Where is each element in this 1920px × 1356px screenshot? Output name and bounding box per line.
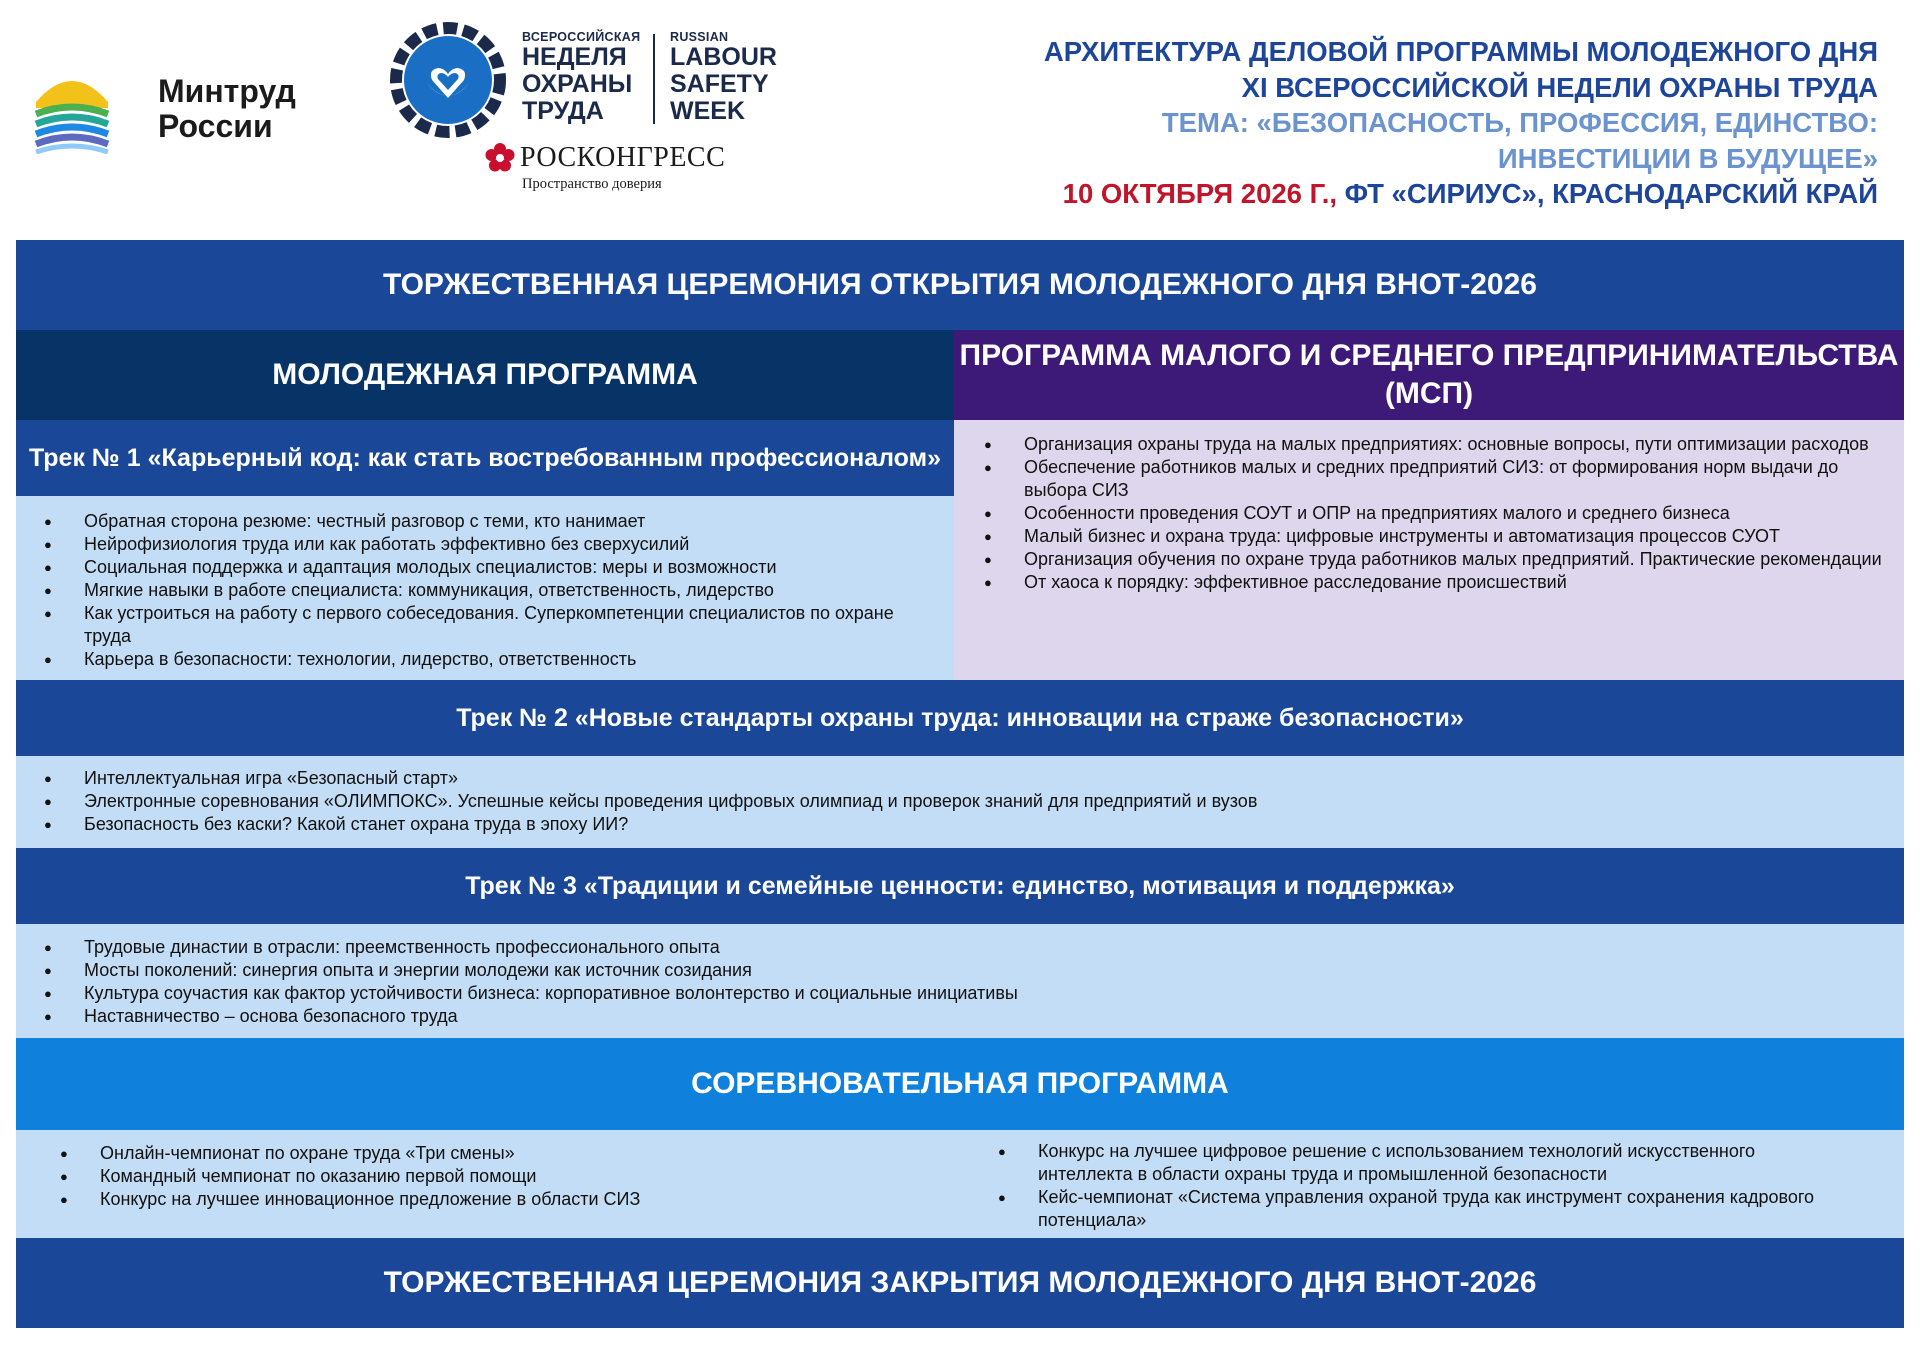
event-venue: ФТ «СИРИУС», КРАСНОДАРСКИЙ КРАЙ — [1337, 178, 1878, 209]
msp-list — [954, 420, 1904, 680]
list-item: ● Кейс-чемпионат «Система управления охраной труда как инструмент сохранения кадрового потенциала» — [970, 1186, 1840, 1232]
closing-ceremony-banner: ТОРЖЕСТВЕННАЯ ЦЕРЕМОНИЯ ЗАКРЫТИЯ МОЛОДЕЖНОГО ДНЯ ВНОТ-2026 — [16, 1238, 1904, 1328]
title-line2: XI ВСЕРОССИЙСКОЙ НЕДЕЛИ ОХРАНЫ ТРУДА — [1241, 71, 1878, 103]
list-item: ● Наставничество – основа безопасного труда — [16, 1005, 1904, 1028]
list-item: ● Обратная сторона резюме: честный разговор с теми, кто нанимает — [16, 510, 896, 533]
competition-list — [16, 1130, 1904, 1238]
list-item: ● Трудовые династии в отрасли: преемственность профессионального опыта — [16, 936, 1904, 959]
vnot-ru-line1: НЕДЕЛЯ — [522, 43, 627, 71]
roscongress-flower-icon — [484, 142, 516, 174]
ministry-name-line1: Минтруд — [158, 73, 296, 109]
list-item: ● Социальная поддержка и адаптация молодых специалистов: меры и возможности — [16, 556, 896, 579]
list-item: ● Карьера в безопасности: технологии, лидерство, ответственность — [16, 648, 896, 671]
vnot-ru-small: ВСЕРОССИЙСКАЯ — [522, 30, 641, 44]
youth-program-heading: МОЛОДЕЖНАЯ ПРОГРАММА — [16, 330, 954, 420]
track3-list — [16, 924, 1904, 1038]
vnot-en-small: RUSSIAN — [670, 30, 729, 44]
vnot-en-line3: WEEK — [670, 97, 745, 125]
roscongress-tagline: Пространство доверия — [522, 176, 662, 192]
list-item: ● Конкурс на лучшее цифровое решение с использованием технологий искусственного интеллекта в области охраны труда и промышленной безопасности — [970, 1140, 1840, 1186]
competition-list-left — [32, 1142, 932, 1211]
msp-program-heading: ПРОГРАММА МАЛОГО И СРЕДНЕГО ПРЕДПРИНИМАТЕЛЬСТВА (МСП) — [954, 330, 1904, 420]
date-venue-line — [1044, 176, 1878, 212]
list-item: ● Командный чемпионат по оказанию первой помощи — [32, 1165, 932, 1188]
track2-heading: Трек № 2 «Новые стандарты охраны труда: инновации на страже безопасности» — [16, 680, 1904, 756]
theme-line1: ТЕМА: «БЕЗОПАСНОСТЬ, ПРОФЕССИЯ, ЕДИНСТВО: — [1161, 107, 1878, 138]
vnot-en-wordmark — [670, 30, 777, 125]
title-line1: АРХИТЕКТУРА ДЕЛОВОЙ ПРОГРАММЫ МОЛОДЕЖНОГО ДНЯ — [1043, 36, 1878, 67]
event-title-block — [1044, 34, 1878, 212]
list-item: ● Особенности проведения СОУТ и ОПР на предприятиях малого и среднего бизнеса — [954, 502, 1896, 525]
list-item: ● Конкурс на лучшее инновационное предложение в области СИЗ — [32, 1188, 932, 1211]
list-item: ● Организация охраны труда на малых предприятиях: основные вопросы, пути оптимизации расходов — [954, 433, 1896, 456]
competition-program-heading: СОРЕВНОВАТЕЛЬНАЯ ПРОГРАММА — [16, 1038, 1904, 1130]
theme-line2: ИНВЕСТИЦИИ В БУДУЩЕЕ» — [1497, 142, 1878, 174]
list-item: ● Обеспечение работников малых и средних предприятий СИЗ: от формирования норм выдачи до выбора СИЗ — [954, 456, 1896, 502]
vnot-ru-line2: ОХРАНЫ — [522, 70, 633, 98]
event-date: 10 ОКТЯБРЯ 2026 Г., — [1062, 178, 1338, 209]
list-item: ● Организация обучения по охране труда работников малых предприятий. Практические рекомендации — [954, 548, 1896, 571]
page-header — [0, 0, 1920, 238]
list-item: ● Культура соучастия как фактор устойчивости бизнеса: корпоративное волонтерство и социальные инициативы — [16, 982, 1904, 1005]
list-item: ● Нейрофизиология труда или как работать эффективно без сверхусилий — [16, 533, 896, 556]
track3-heading: Трек № 3 «Традиции и семейные ценности: единство, мотивация и поддержка» — [16, 848, 1904, 924]
mintrud-logo-icon — [32, 62, 112, 154]
vnot-en-line1: LABOUR — [670, 43, 777, 71]
track1-list — [16, 496, 954, 680]
list-item: ● Электронные соревнования «ОЛИМПОКС». Успешные кейсы проведения цифровых олимпиад и проверок знаний для предприятий и вузов — [16, 790, 1904, 813]
logo-divider — [653, 34, 655, 124]
ministry-name-line2: России — [158, 108, 273, 144]
track2-list — [16, 756, 1904, 848]
opening-ceremony-banner: ТОРЖЕСТВЕННАЯ ЦЕРЕМОНИЯ ОТКРЫТИЯ МОЛОДЕЖНОГО ДНЯ ВНОТ-2026 — [16, 240, 1904, 330]
vnot-ru-wordmark — [522, 30, 640, 125]
list-item: ● Безопасность без каски? Какой станет охрана труда в эпоху ИИ? — [16, 813, 1904, 836]
ministry-name — [158, 74, 296, 144]
competition-list-right — [970, 1140, 1900, 1232]
roscongress-name: РОСКОНГРЕСС — [520, 142, 726, 173]
track1-heading: Трек № 1 «Карьерный код: как стать востребованным профессионалом» — [16, 420, 954, 496]
list-item: ● Онлайн-чемпионат по охране труда «Три смены» — [32, 1142, 932, 1165]
vnot-en-line2: SAFETY — [670, 70, 769, 98]
list-item: ● Мягкие навыки в работе специалиста: коммуникация, ответственность, лидерство — [16, 579, 896, 602]
list-item: ● Как устроиться на работу с первого собеседования. Суперкомпетенции специалистов по охране труда — [16, 602, 896, 648]
vnot-ru-line3: ТРУДА — [522, 97, 604, 125]
list-item: ● Малый бизнес и охрана труда: цифровые инструменты и автоматизация процессов СУОТ — [954, 525, 1896, 548]
list-item: ● Мосты поколений: синергия опыта и энергии молодежи как источник созидания — [16, 959, 1904, 982]
list-item: ● От хаоса к порядку: эффективное расследование происшествий — [954, 571, 1896, 594]
list-item: ● Интеллектуальная игра «Безопасный старт» — [16, 767, 1904, 790]
labour-safety-week-gear-logo-icon — [388, 22, 514, 138]
